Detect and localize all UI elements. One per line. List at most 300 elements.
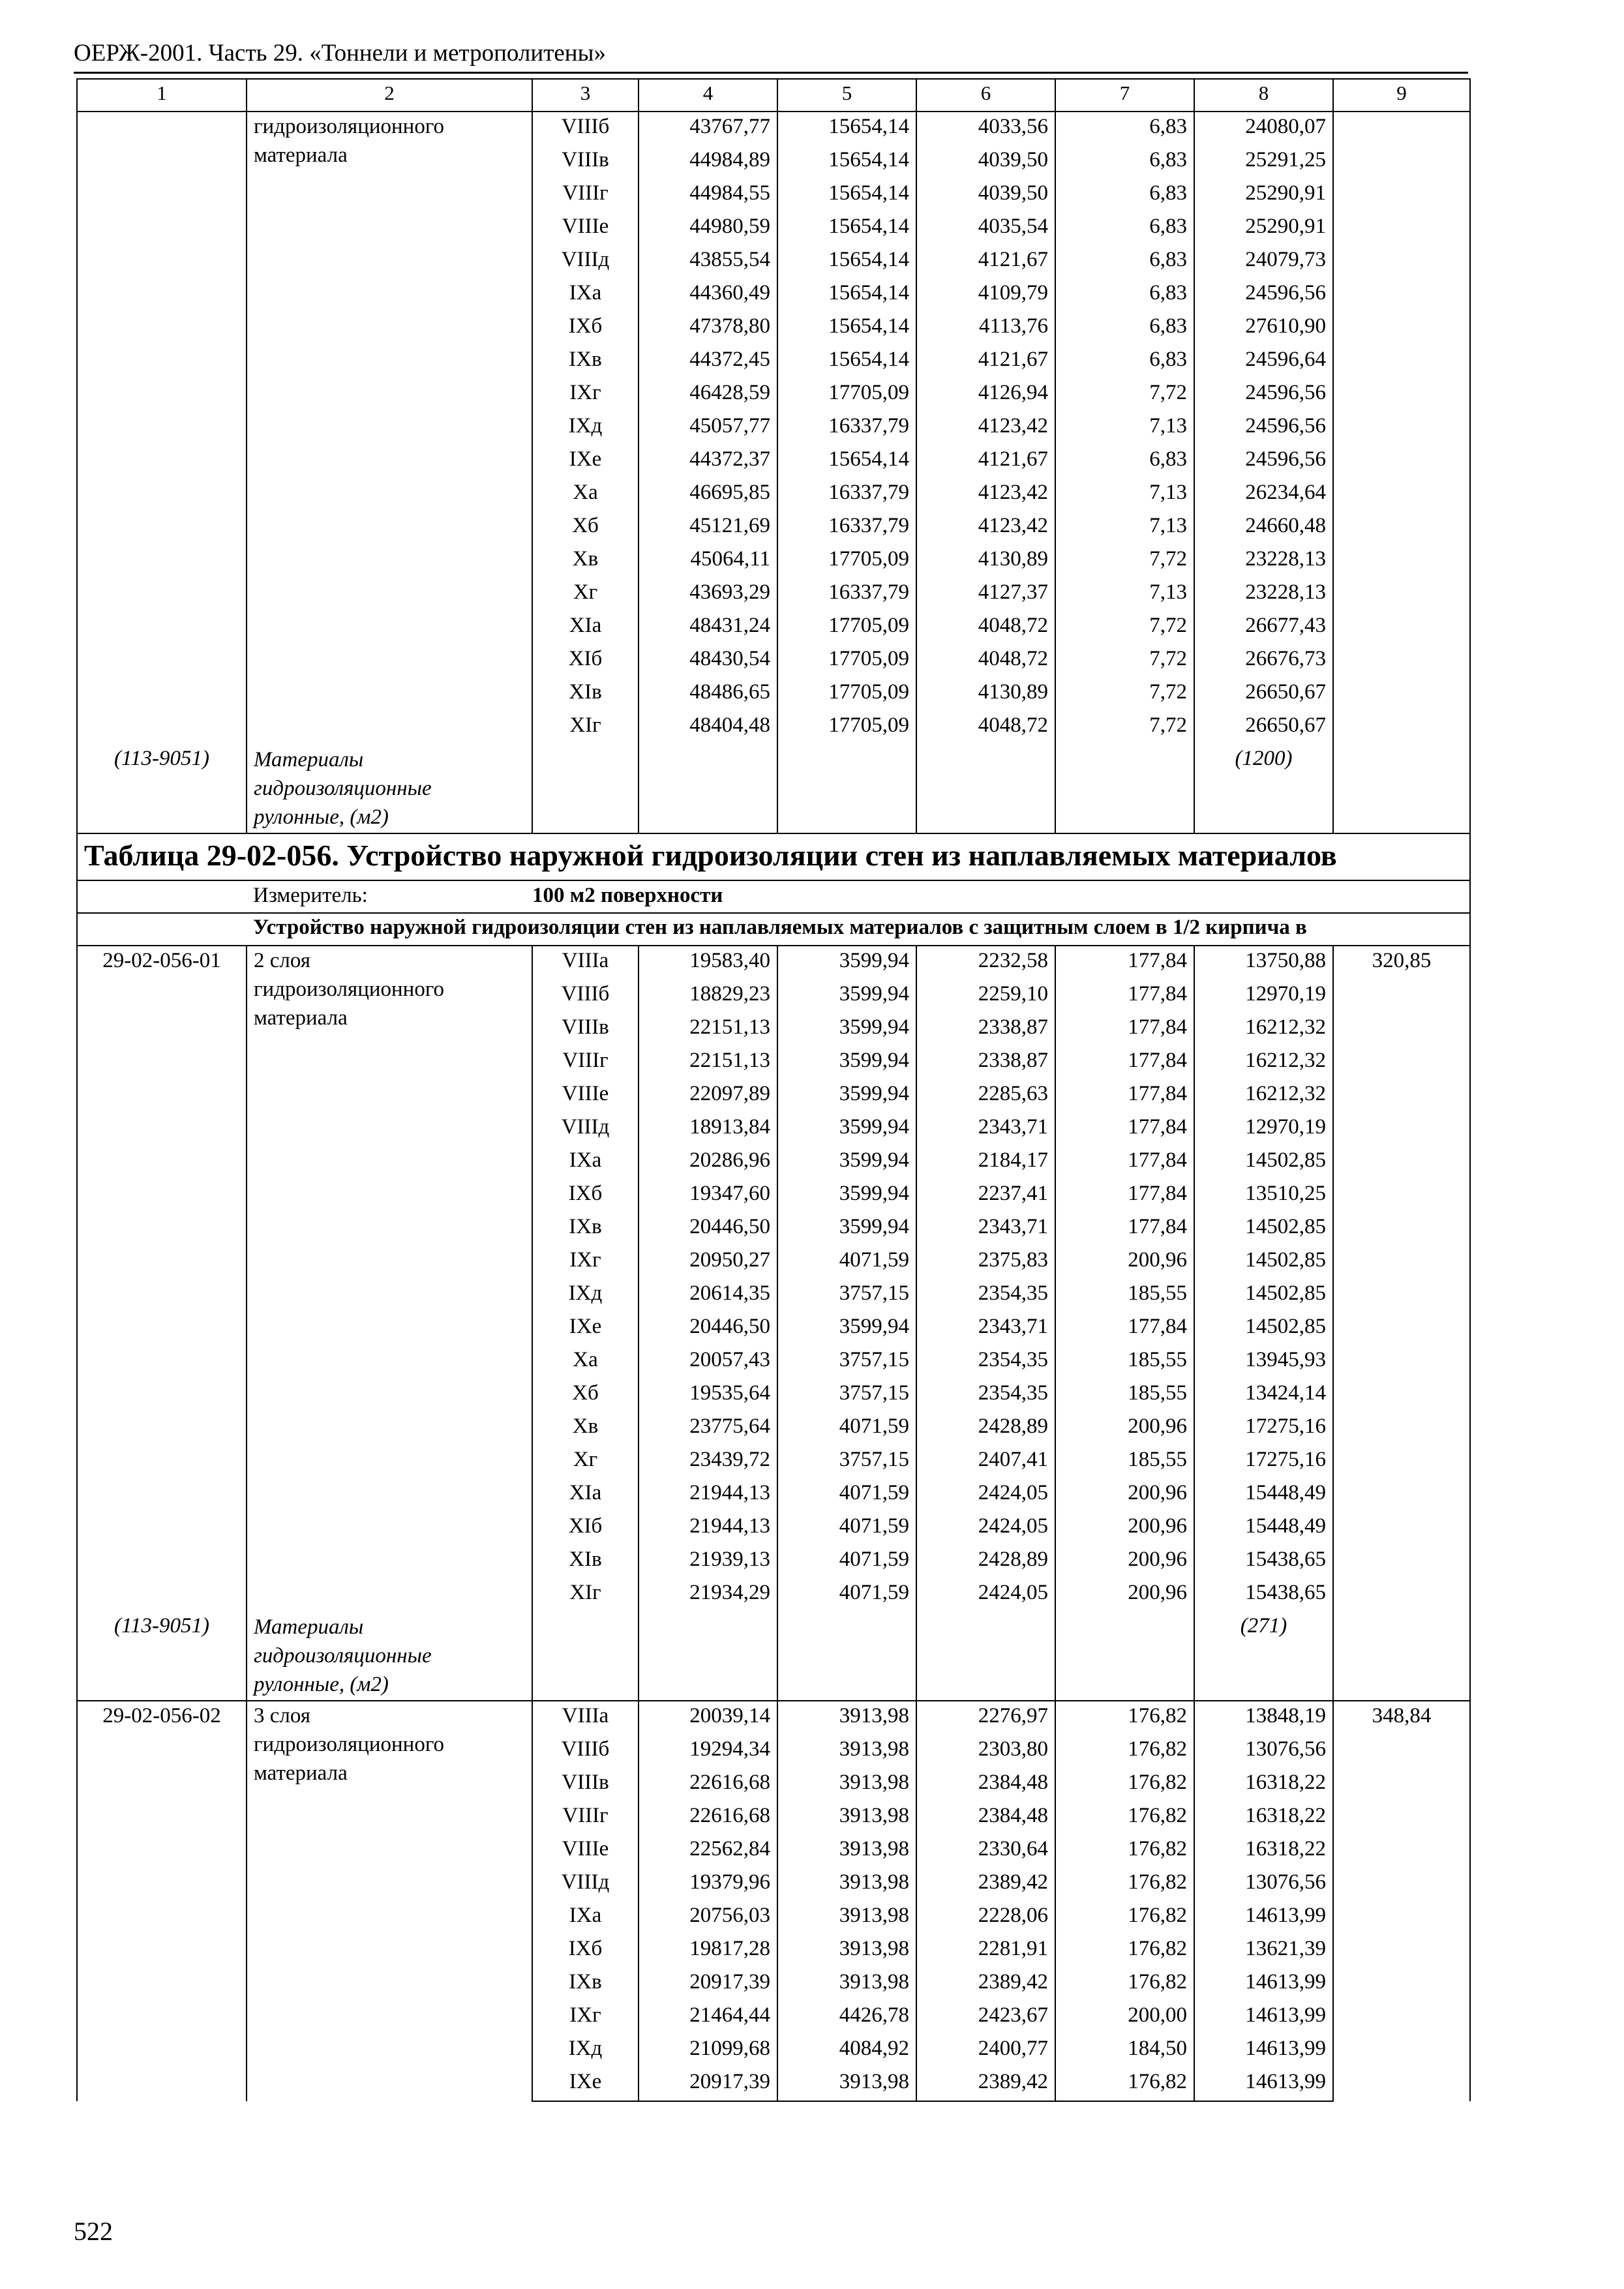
zone-cell: VIIIе — [532, 212, 639, 245]
value-cell: 45064,11 — [639, 545, 777, 578]
zone-cell: VIIIе — [532, 1079, 639, 1113]
value-cell: 7,13 — [1055, 511, 1194, 545]
value-cell: 46695,85 — [639, 478, 777, 511]
zone-cell: IXв — [532, 345, 639, 378]
zone-cell: IXд — [532, 411, 639, 445]
zone-cell: VIIIа — [532, 946, 639, 980]
value-cell: 2330,64 — [916, 1834, 1055, 1868]
value-cell: 184,50 — [1055, 2034, 1194, 2067]
zone-cell: VIIIг — [532, 179, 639, 212]
value-cell: 2424,05 — [916, 1512, 1055, 1545]
value-cell: 26676,73 — [1194, 644, 1333, 678]
value-cell: 2343,71 — [916, 1312, 1055, 1345]
value-cell: 3913,98 — [777, 1967, 916, 2001]
zone-cell: XIа — [532, 1478, 639, 1512]
value-cell: 26234,64 — [1194, 478, 1333, 511]
zone-cell: VIIIг — [532, 1046, 639, 1079]
work-name — [247, 946, 532, 1701]
value-cell: 185,55 — [1055, 1345, 1194, 1379]
value-cell: 24079,73 — [1194, 245, 1333, 278]
col9-value: 348,84 — [1333, 1701, 1470, 2101]
column-number: 1 — [77, 79, 247, 112]
value-cell: 16318,22 — [1194, 1834, 1333, 1868]
value-cell: 15654,14 — [777, 312, 916, 345]
value-cell: 3757,15 — [777, 1445, 916, 1478]
value-cell: 15654,14 — [777, 179, 916, 212]
value-cell: 48486,65 — [639, 678, 777, 711]
value-cell: 14613,99 — [1194, 2067, 1333, 2101]
work-name-line: 2 слоя — [254, 949, 310, 972]
value-cell: 16337,79 — [777, 411, 916, 445]
value-cell: 3599,94 — [777, 1079, 916, 1113]
column-number-row — [77, 79, 1470, 112]
value-cell: 3599,94 — [777, 1046, 916, 1079]
value-cell: 15448,49 — [1194, 1512, 1333, 1545]
value-cell: 20446,50 — [639, 1212, 777, 1246]
value-cell: 4121,67 — [916, 345, 1055, 378]
value-cell: 3599,94 — [777, 1212, 916, 1246]
value-cell: 3913,98 — [777, 1801, 916, 1834]
value-cell: 4084,92 — [777, 2034, 916, 2067]
zone-cell: XIв — [532, 1545, 639, 1578]
value-cell: 7,72 — [1055, 711, 1194, 744]
work-name-line: материала — [254, 1006, 348, 1030]
zone-cell: IXе — [532, 445, 639, 478]
column-number: 9 — [1333, 79, 1470, 112]
value-cell: 23439,72 — [639, 1445, 777, 1478]
value-cell: 16337,79 — [777, 511, 916, 545]
col9-value: 320,85 — [1333, 946, 1470, 1701]
zone-cell: VIIIд — [532, 1113, 639, 1146]
value-cell: 2354,35 — [916, 1345, 1055, 1379]
value-cell: 200,00 — [1055, 2001, 1194, 2034]
material-code: (113-9051) — [113, 1614, 210, 1638]
zone-cell: IXа — [532, 1901, 639, 1934]
value-cell: 3599,94 — [777, 1179, 916, 1212]
value-cell: 13945,93 — [1194, 1345, 1333, 1379]
value-cell: 13076,56 — [1194, 1868, 1333, 1901]
value-cell: 15654,14 — [777, 112, 916, 145]
value-cell: 26650,67 — [1194, 711, 1333, 744]
value-cell: 14502,85 — [1194, 1279, 1333, 1312]
value-cell: 177,84 — [1055, 1046, 1194, 1079]
value-cell: 47378,80 — [639, 312, 777, 345]
value-cell: 3599,94 — [777, 1013, 916, 1046]
value-cell: 20057,43 — [639, 1345, 777, 1379]
value-cell: 176,82 — [1055, 1934, 1194, 1967]
value-cell: 4123,42 — [916, 411, 1055, 445]
zone-cell: IXв — [532, 1212, 639, 1246]
value-cell: 3757,15 — [777, 1379, 916, 1412]
value-cell: 6,83 — [1055, 278, 1194, 312]
zone-cell: Xб — [532, 511, 639, 545]
zone-cell: Xа — [532, 1345, 639, 1379]
value-cell: 4071,59 — [777, 1512, 916, 1545]
value-cell: 44372,37 — [639, 445, 777, 478]
value-cell: 17705,09 — [777, 644, 916, 678]
value-cell: 18829,23 — [639, 980, 777, 1013]
value-cell: 176,82 — [1055, 2067, 1194, 2101]
value-cell: 13076,56 — [1194, 1735, 1333, 1768]
zone-cell: XIа — [532, 611, 639, 644]
value-cell: 4130,89 — [916, 678, 1055, 711]
value-cell: 3599,94 — [777, 980, 916, 1013]
value-cell: 7,72 — [1055, 545, 1194, 578]
value-cell: 6,83 — [1055, 245, 1194, 278]
value-cell: 3599,94 — [777, 1113, 916, 1146]
section-title: Устройство наружной гидроизоляции стен из наплавляемых материалов с защитным слоем в 1/2 кирпича в — [247, 913, 1470, 946]
value-cell: 2384,48 — [916, 1768, 1055, 1801]
material-name-line: рулонные, (м2) — [254, 805, 389, 829]
zone-cell: VIIIд — [532, 1868, 639, 1901]
value-cell: 17275,16 — [1194, 1412, 1333, 1445]
value-cell: 200,96 — [1055, 1578, 1194, 1611]
value-cell: 3757,15 — [777, 1345, 916, 1379]
value-cell: 45057,77 — [639, 411, 777, 445]
rate-code: 29-02-056-02 — [77, 1701, 247, 2101]
value-cell: 6,83 — [1055, 112, 1194, 145]
value-cell: 21944,13 — [639, 1512, 777, 1545]
value-cell: 2281,91 — [916, 1934, 1055, 1967]
value-cell: 15654,14 — [777, 245, 916, 278]
value-cell: 4109,79 — [916, 278, 1055, 312]
value-cell: 14502,85 — [1194, 1312, 1333, 1345]
value-cell: 4121,67 — [916, 245, 1055, 278]
value-cell: 27610,90 — [1194, 312, 1333, 345]
value-cell: 4035,54 — [916, 212, 1055, 245]
empty-cell — [777, 744, 916, 833]
column-number: 6 — [916, 79, 1055, 112]
value-cell: 185,55 — [1055, 1279, 1194, 1312]
empty-cell — [77, 913, 247, 946]
value-cell: 19583,40 — [639, 946, 777, 980]
value-cell: 19379,96 — [639, 1868, 777, 1901]
value-cell: 17705,09 — [777, 611, 916, 644]
value-cell: 3599,94 — [777, 1146, 916, 1179]
zone-cell: XIг — [532, 1578, 639, 1611]
value-cell: 16337,79 — [777, 478, 916, 511]
value-cell: 24080,07 — [1194, 112, 1333, 145]
value-cell: 19294,34 — [639, 1735, 777, 1768]
empty-cell — [1055, 744, 1194, 833]
value-cell: 177,84 — [1055, 1013, 1194, 1046]
value-cell: 21944,13 — [639, 1478, 777, 1512]
value-cell: 26650,67 — [1194, 678, 1333, 711]
header-rule — [74, 72, 1468, 74]
value-cell: 13848,19 — [1194, 1701, 1333, 1735]
material-code: (113-9051) — [113, 747, 210, 770]
value-cell: 22616,68 — [639, 1768, 777, 1801]
work-name-line: гидроизоляционного — [254, 1733, 445, 1756]
value-cell: 23228,13 — [1194, 578, 1333, 611]
column-number: 4 — [639, 79, 777, 112]
value-cell: 3913,98 — [777, 1868, 916, 1901]
zone-cell: IXе — [532, 2067, 639, 2101]
value-cell: 14613,99 — [1194, 2001, 1333, 2034]
value-cell: 23775,64 — [639, 1412, 777, 1445]
zone-cell: VIIIб — [532, 112, 639, 145]
value-cell: 4048,72 — [916, 644, 1055, 678]
value-cell: 3599,94 — [777, 946, 916, 980]
zone-cell: Xа — [532, 478, 639, 511]
zone-cell: Xв — [532, 545, 639, 578]
rates-table — [76, 78, 1471, 2102]
value-cell: 6,83 — [1055, 445, 1194, 478]
empty-cell — [916, 1611, 1055, 1701]
empty-cell — [639, 1611, 777, 1701]
value-cell: 200,96 — [1055, 1412, 1194, 1445]
value-cell: 48430,54 — [639, 644, 777, 678]
value-cell: 16212,32 — [1194, 1079, 1333, 1113]
value-cell: 22616,68 — [639, 1801, 777, 1834]
work-name-line: гидроизоляционного — [254, 115, 445, 138]
value-cell: 44980,59 — [639, 212, 777, 245]
value-cell: 176,82 — [1055, 1868, 1194, 1901]
zone-cell: IXб — [532, 312, 639, 345]
empty-cell — [532, 1611, 639, 1701]
zone-cell: IXе — [532, 1312, 639, 1345]
value-cell: 2428,89 — [916, 1545, 1055, 1578]
value-cell: 4071,59 — [777, 1545, 916, 1578]
value-cell: 4123,42 — [916, 478, 1055, 511]
zone-cell: XIв — [532, 678, 639, 711]
value-cell: 3913,98 — [777, 1834, 916, 1868]
value-cell: 185,55 — [1055, 1445, 1194, 1478]
value-cell: 177,84 — [1055, 1146, 1194, 1179]
value-cell: 45121,69 — [639, 511, 777, 545]
value-cell: 24660,48 — [1194, 511, 1333, 545]
value-cell: 22151,13 — [639, 1013, 777, 1046]
value-cell: 2424,05 — [916, 1578, 1055, 1611]
value-cell: 18913,84 — [639, 1113, 777, 1146]
value-cell: 20756,03 — [639, 1901, 777, 1934]
material-qty: (271) — [1194, 1611, 1333, 1701]
value-cell: 20614,35 — [639, 1279, 777, 1312]
zone-cell: IXг — [532, 2001, 639, 2034]
value-cell: 13424,14 — [1194, 1379, 1333, 1412]
value-cell: 2338,87 — [916, 1013, 1055, 1046]
value-cell: 185,55 — [1055, 1379, 1194, 1412]
section-row — [77, 913, 1470, 946]
value-cell: 7,13 — [1055, 478, 1194, 511]
value-cell: 2389,42 — [916, 1967, 1055, 2001]
value-cell: 20446,50 — [639, 1312, 777, 1345]
value-cell: 44984,89 — [639, 145, 777, 179]
zone-cell: Xг — [532, 1445, 639, 1478]
zone-cell: VIIIд — [532, 245, 639, 278]
value-cell: 4071,59 — [777, 1478, 916, 1512]
value-cell: 20917,39 — [639, 1967, 777, 2001]
empty-cell — [77, 880, 247, 913]
value-cell: 25291,25 — [1194, 145, 1333, 179]
value-cell: 16212,32 — [1194, 1013, 1333, 1046]
value-cell: 177,84 — [1055, 946, 1194, 980]
value-cell: 3757,15 — [777, 1279, 916, 1312]
value-cell: 4071,59 — [777, 1412, 916, 1445]
value-cell: 15438,65 — [1194, 1578, 1333, 1611]
value-cell: 15438,65 — [1194, 1545, 1333, 1578]
value-cell: 14613,99 — [1194, 1967, 1333, 2001]
value-cell: 3913,98 — [777, 1901, 916, 1934]
value-cell: 2423,67 — [916, 2001, 1055, 2034]
value-cell: 3913,98 — [777, 1934, 916, 1967]
value-cell: 23228,13 — [1194, 545, 1333, 578]
value-cell: 4048,72 — [916, 711, 1055, 744]
value-cell: 2428,89 — [916, 1412, 1055, 1445]
value-cell: 4127,37 — [916, 578, 1055, 611]
value-cell: 2184,17 — [916, 1146, 1055, 1179]
column-number: 7 — [1055, 79, 1194, 112]
zone-cell: VIIIв — [532, 1013, 639, 1046]
value-cell: 12970,19 — [1194, 1113, 1333, 1146]
value-cell: 21099,68 — [639, 2034, 777, 2067]
value-cell: 24596,56 — [1194, 378, 1333, 411]
value-cell: 200,96 — [1055, 1478, 1194, 1512]
value-cell: 4130,89 — [916, 545, 1055, 578]
value-cell: 20917,39 — [639, 2067, 777, 2101]
zone-cell: Xв — [532, 1412, 639, 1445]
value-cell: 2338,87 — [916, 1046, 1055, 1079]
value-cell: 2228,06 — [916, 1901, 1055, 1934]
value-cell: 2407,41 — [916, 1445, 1055, 1478]
value-cell: 22562,84 — [639, 1834, 777, 1868]
value-cell: 19535,64 — [639, 1379, 777, 1412]
value-cell: 2237,41 — [916, 1179, 1055, 1212]
value-cell: 15654,14 — [777, 212, 916, 245]
value-cell: 200,96 — [1055, 1246, 1194, 1279]
zone-cell: IXб — [532, 1934, 639, 1967]
value-cell: 15654,14 — [777, 345, 916, 378]
work-name — [247, 1701, 532, 2101]
value-cell: 6,83 — [1055, 312, 1194, 345]
value-cell: 176,82 — [1055, 1901, 1194, 1934]
material-name-line: Материалы — [254, 748, 364, 771]
material-name-line: рулонные, (м2) — [254, 1673, 389, 1696]
value-cell: 13750,88 — [1194, 946, 1333, 980]
value-cell: 43855,54 — [639, 245, 777, 278]
zone-cell: Xг — [532, 578, 639, 611]
value-cell: 4039,50 — [916, 179, 1055, 212]
value-cell: 6,83 — [1055, 179, 1194, 212]
value-cell: 177,84 — [1055, 1113, 1194, 1146]
value-cell: 2375,83 — [916, 1246, 1055, 1279]
value-cell: 7,72 — [1055, 611, 1194, 644]
table-row — [77, 112, 1470, 145]
value-cell: 14502,85 — [1194, 1146, 1333, 1179]
zone-cell: VIIIг — [532, 1801, 639, 1834]
value-cell: 177,84 — [1055, 1312, 1194, 1345]
zone-cell: VIIIв — [532, 145, 639, 179]
value-cell: 3913,98 — [777, 2067, 916, 2101]
empty-cell — [532, 744, 639, 833]
column-number: 3 — [532, 79, 639, 112]
empty-cell — [1055, 1611, 1194, 1701]
zone-cell: IXа — [532, 1146, 639, 1179]
value-cell: 44372,45 — [639, 345, 777, 378]
zone-cell: IXг — [532, 1246, 639, 1279]
value-cell: 24596,56 — [1194, 445, 1333, 478]
value-cell: 177,84 — [1055, 980, 1194, 1013]
value-cell: 16318,22 — [1194, 1801, 1333, 1834]
value-cell: 44360,49 — [639, 278, 777, 312]
material-name-line: гидроизоляционные — [254, 777, 432, 800]
value-cell: 2285,63 — [916, 1079, 1055, 1113]
table-title: Таблица 29-02-056. Устройство наружной гидроизоляции стен из наплавляемых материалов — [77, 833, 1470, 880]
table-title-row — [77, 833, 1470, 880]
zone-cell: Xб — [532, 1379, 639, 1412]
value-cell: 14613,99 — [1194, 1901, 1333, 1934]
value-cell: 17705,09 — [777, 545, 916, 578]
empty-cell — [777, 1611, 916, 1701]
meter-label: Измеритель: — [247, 880, 532, 913]
value-cell: 2400,77 — [916, 2034, 1055, 2067]
value-cell: 16212,32 — [1194, 1046, 1333, 1079]
value-cell: 25290,91 — [1194, 179, 1333, 212]
value-cell: 4113,76 — [916, 312, 1055, 345]
zone-cell: XIб — [532, 644, 639, 678]
value-cell: 4071,59 — [777, 1578, 916, 1611]
value-cell: 14502,85 — [1194, 1212, 1333, 1246]
zone-cell: IXг — [532, 378, 639, 411]
material-name — [254, 745, 432, 831]
value-cell: 4126,94 — [916, 378, 1055, 411]
value-cell: 7,72 — [1055, 678, 1194, 711]
value-cell: 2343,71 — [916, 1212, 1055, 1246]
work-name-line: материала — [254, 1761, 348, 1785]
value-cell: 2384,48 — [916, 1801, 1055, 1834]
value-cell: 21934,29 — [639, 1578, 777, 1611]
value-cell: 4039,50 — [916, 145, 1055, 179]
value-cell: 20286,96 — [639, 1146, 777, 1179]
value-cell: 44984,55 — [639, 179, 777, 212]
value-cell: 19817,28 — [639, 1934, 777, 1967]
value-cell: 24596,64 — [1194, 345, 1333, 378]
value-cell: 3913,98 — [777, 1735, 916, 1768]
value-cell: 22097,89 — [639, 1079, 777, 1113]
value-cell: 200,96 — [1055, 1545, 1194, 1578]
value-cell: 17705,09 — [777, 678, 916, 711]
value-cell: 2424,05 — [916, 1478, 1055, 1512]
value-cell: 17275,16 — [1194, 1445, 1333, 1478]
value-cell: 13510,25 — [1194, 1179, 1333, 1212]
value-cell: 2259,10 — [916, 980, 1055, 1013]
value-cell: 20950,27 — [639, 1246, 777, 1279]
zone-cell: IXд — [532, 1279, 639, 1312]
value-cell: 7,13 — [1055, 411, 1194, 445]
value-cell: 3913,98 — [777, 1701, 916, 1735]
empty-cell — [639, 744, 777, 833]
material-name — [254, 1613, 432, 1699]
zone-cell: IXа — [532, 278, 639, 312]
zone-cell: XIб — [532, 1512, 639, 1545]
meter-row — [77, 880, 1470, 913]
value-cell: 2354,35 — [916, 1279, 1055, 1312]
value-cell: 24596,56 — [1194, 278, 1333, 312]
zone-cell: VIIIе — [532, 1834, 639, 1868]
value-cell: 200,96 — [1055, 1512, 1194, 1545]
value-cell: 25290,91 — [1194, 212, 1333, 245]
value-cell: 46428,59 — [639, 378, 777, 411]
material-qty: (1200) — [1194, 744, 1333, 833]
value-cell: 176,82 — [1055, 1768, 1194, 1801]
zone-cell: IXв — [532, 1967, 639, 2001]
column-number: 5 — [777, 79, 916, 112]
value-cell: 4048,72 — [916, 611, 1055, 644]
value-cell: 24596,56 — [1194, 411, 1333, 445]
material-name-line: гидроизоляционные — [254, 1644, 432, 1668]
value-cell: 4033,56 — [916, 112, 1055, 145]
value-cell: 16337,79 — [777, 578, 916, 611]
